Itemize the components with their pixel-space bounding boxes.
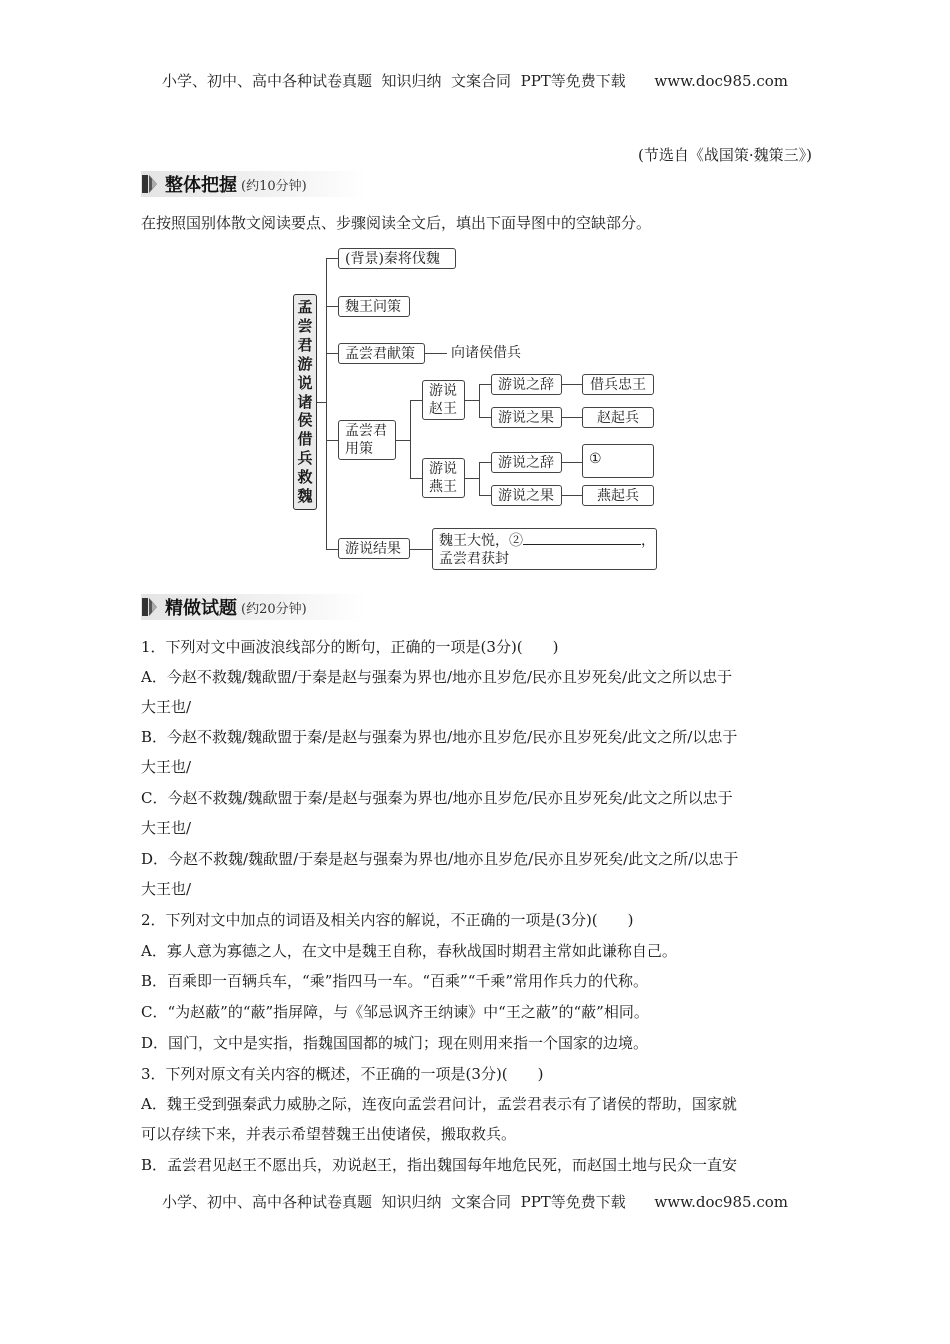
page-header: 小学、初中、高中各种试卷真题 知识归纳 文案合同 PPT等免费下载 www.doc985.com [161, 72, 788, 90]
section-title: 整体把握 [165, 175, 237, 196]
connector [326, 306, 338, 307]
connector [562, 384, 582, 385]
section-heading-practice [141, 594, 366, 620]
connector [410, 478, 422, 479]
section-title: 精做试题 [165, 598, 237, 619]
question-2: 2．下列对文中加点的词语及相关内容的解说，不正确的一项是(3分)( ) [141, 911, 634, 929]
connector [326, 353, 338, 354]
question-1: 1．下列对文中画波浪线部分的断句，正确的一项是(3分)( ) [141, 638, 559, 656]
option-1c: C．今赵不救魏/魏歃盟于秦/是赵与强秦为界也/地亦且岁危/民亦且岁死矣/此文之所以忠于 [141, 789, 733, 807]
option-1c-cont: 大王也/ [141, 819, 192, 837]
connector [479, 495, 491, 496]
connector [562, 495, 582, 496]
section-bookmark-icon [141, 174, 159, 194]
option-3b: B．孟尝君见赵王不愿出兵，劝说赵王，指出魏国每年地危民死，而赵国土地与民众一直安 [141, 1156, 738, 1174]
connector-trunk [326, 258, 327, 549]
connector [479, 417, 491, 418]
question-3: 3．下列对原文有关内容的概述，不正确的一项是(3分)( ) [141, 1065, 544, 1083]
answer-zhao-words: 借兵忠王 [582, 374, 654, 395]
node-yan-result: 游说之果 [491, 485, 562, 506]
node-background: (背景)秦将伐魏 [338, 248, 456, 269]
connector [326, 440, 338, 441]
option-1b: B．今赵不救魏/魏歃盟于秦/是赵与强秦为界也/地亦且岁危/民亦且岁死矣/此文之所/以忠于 [141, 728, 738, 746]
connector [410, 400, 411, 478]
option-2a: A．寡人意为寡德之人，在文中是魏王自称，春秋战国时期君主常如此谦称自己。 [141, 942, 677, 960]
connector [425, 353, 447, 354]
node-yan-words: 游说之辞 [491, 452, 562, 473]
option-1d-cont: 大王也/ [141, 880, 192, 898]
instruction-text: 在按照国别体散文阅读要点、步骤阅读全文后，填出下面导图中的空缺部分。 [141, 214, 652, 232]
connector [317, 402, 326, 403]
node-zhao-result: 游说之果 [491, 407, 562, 428]
connector [479, 384, 491, 385]
connector [479, 462, 491, 463]
connector [326, 258, 338, 259]
node-offer: 孟尝君献策 [338, 343, 425, 364]
answer-blank-1: ① [582, 444, 654, 478]
section-bookmark-icon [141, 597, 159, 617]
connector [479, 384, 480, 417]
node-use: 孟尝君 用策 [338, 420, 396, 460]
option-1a: A．今赵不救魏/魏歃盟/于秦是赵与强秦为界也/地亦且岁危/民亦且岁死矣/此文之所以忠于 [141, 668, 733, 686]
connector [396, 440, 410, 441]
section-heading-overview [141, 171, 366, 197]
option-2d: D．国门，文中是实指，指魏国国都的城门；现在则用来指一个国家的边境。 [141, 1034, 649, 1052]
option-2c: C．“为赵蔽”的“蔽”指屏障，与《邹忌讽齐王纳谏》中“王之蔽”的“蔽”相同。 [141, 1003, 649, 1021]
answer-zhao-result: 赵起兵 [582, 407, 654, 428]
option-1a-cont: 大王也/ [141, 698, 192, 716]
section-time-note: (约10分钟) [241, 178, 307, 194]
page-footer: 小学、初中、高中各种试卷真题 知识归纳 文案合同 PPT等免费下载 www.doc985.com [161, 1193, 788, 1211]
connector [465, 400, 479, 401]
answer-final: 魏王大悦，② ， 孟尝君获封 [432, 528, 657, 570]
connector [562, 417, 582, 418]
option-2b: B．百乘即一百辆兵车，“乘”指四马一车。“百乘”“千乘”常用作兵力的代称。 [141, 972, 649, 990]
connector [410, 549, 432, 550]
node-zhao-words: 游说之辞 [491, 374, 562, 395]
option-3a-cont: 可以存续下来，并表示希望替魏王出使诸侯，搬取救兵。 [141, 1125, 517, 1143]
connector [562, 462, 582, 463]
node-offer-detail: 向诸侯借兵 [451, 345, 521, 361]
connector [326, 549, 338, 550]
connector [410, 400, 422, 401]
mind-map [285, 240, 665, 580]
connector [479, 462, 480, 495]
node-persuade-yan: 游说 燕王 [422, 458, 465, 498]
answer-blank-2[interactable] [523, 530, 641, 545]
node-ask: 魏王问策 [338, 296, 410, 317]
option-1b-cont: 大王也/ [141, 758, 192, 776]
option-1d: D．今赵不救魏/魏歃盟/于秦是赵与强秦为界也/地亦且岁危/民亦且岁死矣/此文之所/以忠于 [141, 850, 739, 868]
mind-map-root: 孟 尝 君 游 说 诸 侯 借 兵 救 魏 [293, 294, 317, 510]
node-final: 游说结果 [338, 538, 410, 559]
source-citation: (节选自《战国策·魏策三》) [638, 146, 812, 164]
node-persuade-zhao: 游说 赵王 [422, 380, 465, 420]
answer-yan-result: 燕起兵 [582, 485, 654, 506]
connector [465, 478, 479, 479]
option-3a: A．魏王受到强秦武力威胁之际，连夜向孟尝君问计，孟尝君表示有了诸侯的帮助，国家就 [141, 1095, 737, 1113]
section-time-note: (约20分钟) [241, 601, 307, 617]
